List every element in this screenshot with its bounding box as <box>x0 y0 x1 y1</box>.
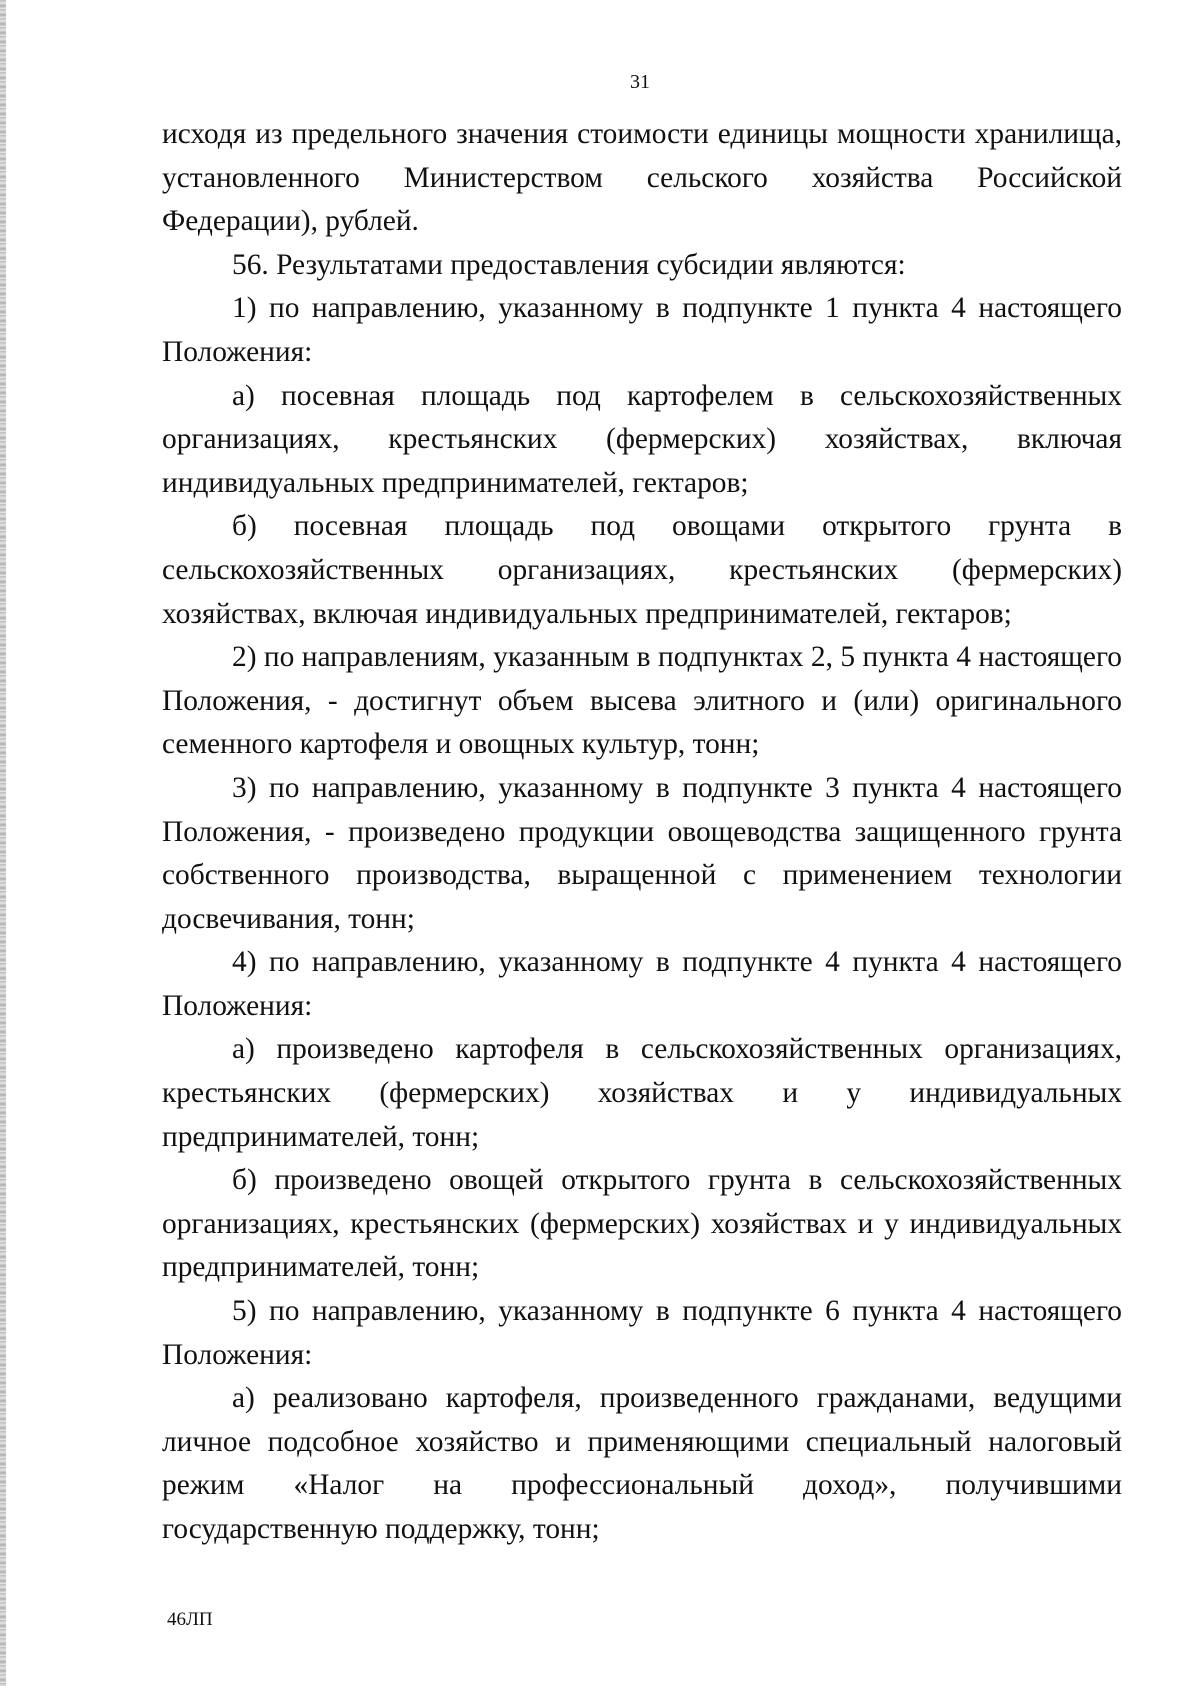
paragraph-11: 5) по направлению, указанному в подпункте 6 пункта 4 настоящего Положения: <box>162 1295 1122 1371</box>
paragraph-2: 56. Результатами предоставления субсидии являются: <box>232 248 906 281</box>
paragraph-9: а) произведено картофеля в сельскохозяйственных организациях, крестьянских (фермерских) хозяйствах и у индивидуальных предпринимателей, тонн; <box>162 1033 1122 1153</box>
paragraph-8: 4) по направлению, указанному в подпункте 4 пункта 4 настоящего Положения: <box>162 946 1122 1022</box>
document-body <box>162 113 1122 1552</box>
paragraph-6: 2) по направлениям, указанным в подпунктах 2, 5 пункта 4 настоящего Положения, - достигнут объем высева элитного и (или) оригинального семенного картофеля и овощных культур, тонн; <box>162 641 1122 761</box>
paragraph-1: исходя из предельного значения стоимости единицы мощности хранилища, установленного Министерством сельского хозяйства Российской Федерации), рублей. <box>162 118 1122 238</box>
paragraph-10: б) произведено овощей открытого грунта в сельскохозяйственных организациях, крестьянских (фермерских) хозяйствах и у индивидуальных предпринимателей, тонн; <box>162 1164 1122 1284</box>
document-code: 46ЛП <box>167 1609 213 1630</box>
paragraph-7: 3) по направлению, указанному в подпункте 3 пункта 4 настоящего Положения, - произведено продукции овощеводства защищенного грунта собственного производства, выращенной с применением технологии досвечивания, тонн; <box>162 771 1122 935</box>
paragraph-5: б) посевная площадь под овощами открытого грунта в сельскохозяйственных организациях, крестьянских (фермерских) хозяйствах, включая индивидуальных предпринимателей, гектаров; <box>162 510 1122 630</box>
paragraph-3: 1) по направлению, указанному в подпункте 1 пункта 4 настоящего Положения: <box>162 292 1122 368</box>
paragraph-4: а) посевная площадь под картофелем в сельскохозяйственных организациях, крестьянских (фермерских) хозяйствах, включая индивидуальных предпринимателей, гектаров; <box>162 379 1122 499</box>
paragraph-12: а) реализовано картофеля, произведенного гражданами, ведущими личное подсобное хозяйство и применяющими специальный налоговый режим «Налог на профессиональный доход», получившими государственную поддержку, тонн; <box>162 1382 1122 1545</box>
page-number: 31 <box>630 71 650 93</box>
scan-edge <box>0 0 6 1686</box>
